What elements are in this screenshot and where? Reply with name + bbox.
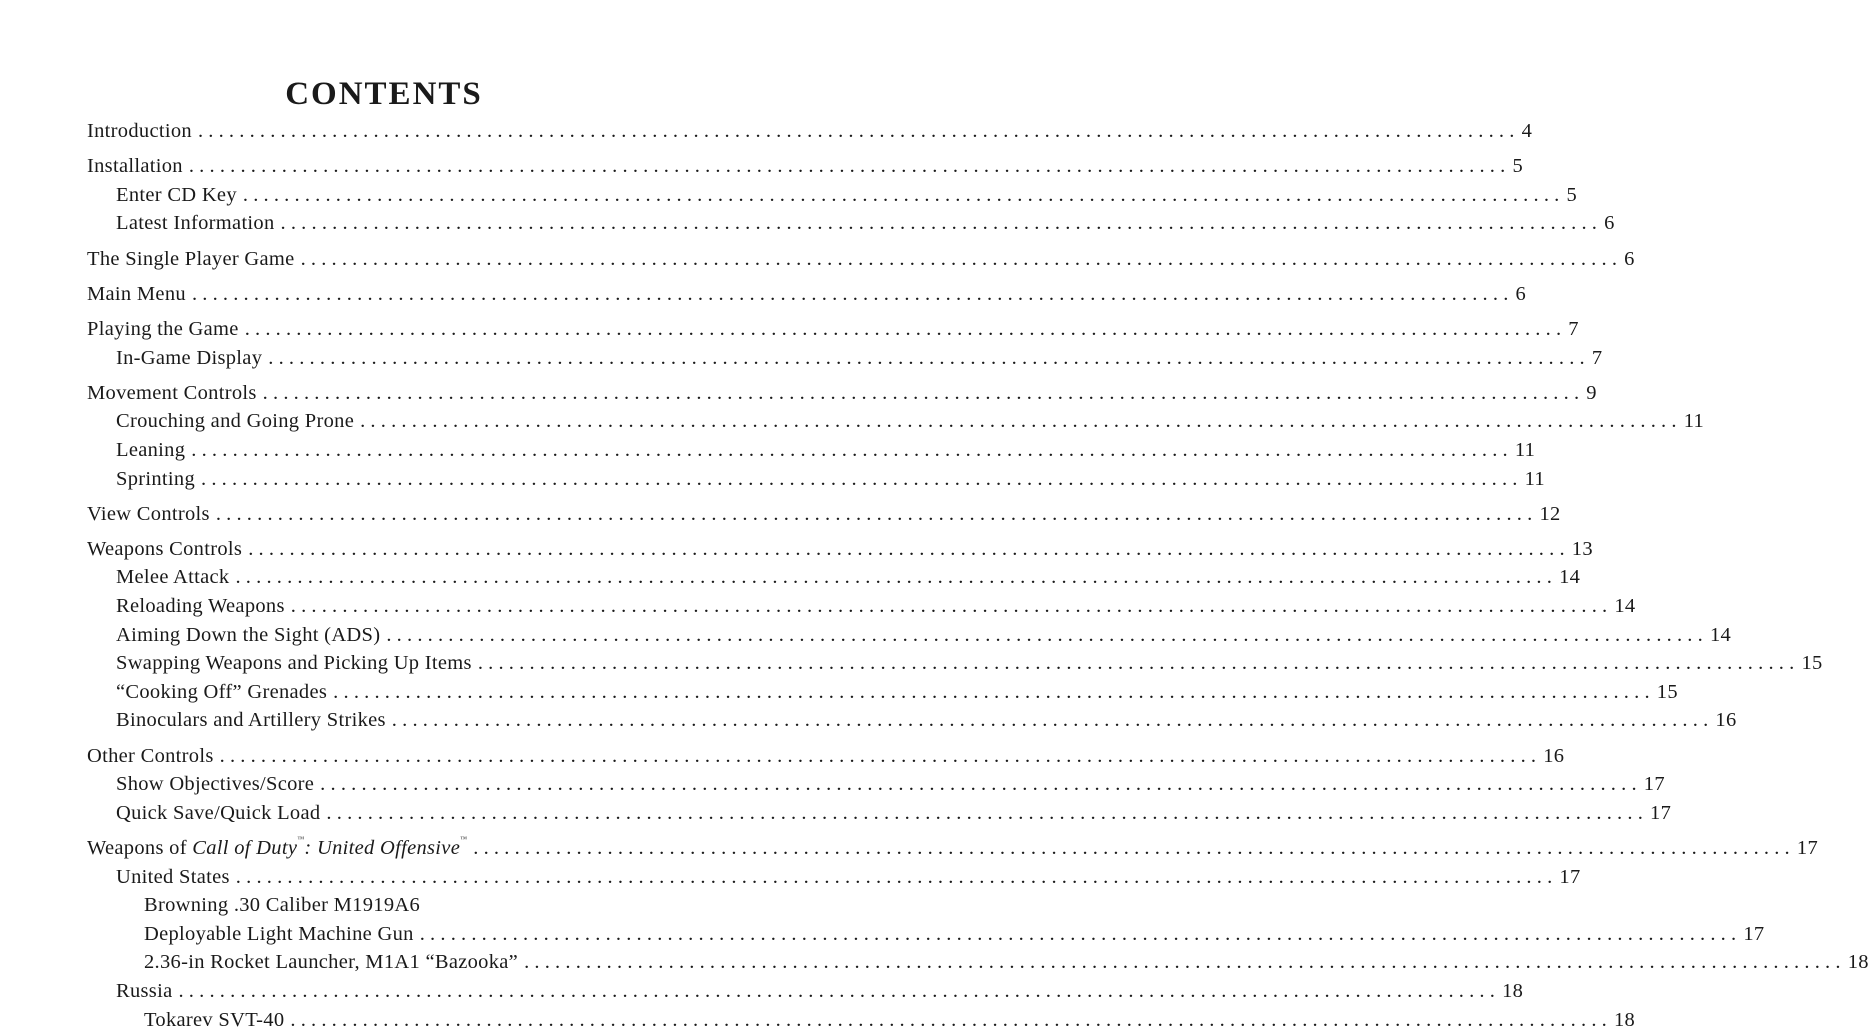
toc-entry <box>87 500 1561 529</box>
toc-label: View Controls <box>87 500 216 529</box>
toc-page-number: 13 <box>1571 537 1593 560</box>
toc-leader: ................................................................................................................................ <box>268 346 1590 369</box>
toc-leader: ................................................................................................................................ <box>320 773 1642 796</box>
toc-page-number: 15 <box>1801 652 1823 675</box>
toc-leader: ................................................................................................................................ <box>280 212 1603 235</box>
toc-label: Reloading Weapons <box>116 592 291 621</box>
toc-leader: ................................................................................................................................ <box>197 120 1520 142</box>
toc-entry <box>87 742 1565 771</box>
toc-label: Other Controls <box>87 742 220 771</box>
toc-label: Playing the Game <box>87 315 245 344</box>
toc-label: Browning .30 Caliber M1919A6 <box>144 891 426 920</box>
toc-page-number: 9 <box>1586 381 1597 404</box>
toc-page-number: 12 <box>1539 502 1561 525</box>
toc-label: Leaning <box>116 436 191 465</box>
toc-leader: ................................................................................................................................ <box>290 595 1613 618</box>
toc-page-number: 5 <box>1512 155 1524 178</box>
toc-entry <box>87 315 1579 344</box>
toc-entry <box>87 891 672 920</box>
toc-page-number: 6 <box>1624 247 1635 270</box>
toc-entry <box>87 621 1732 650</box>
toc-label: Sprinting <box>116 465 201 494</box>
trademark-mark-2: ™ <box>460 835 468 843</box>
toc-label: Introduction <box>87 117 198 146</box>
toc-entry <box>87 209 1615 238</box>
toc-page-number: 5 <box>1566 183 1578 206</box>
toc-page-number: 17 <box>1559 865 1581 888</box>
toc-label-italic-2: United Offensive <box>316 837 461 859</box>
toc-label: Quick Save/Quick Load <box>116 799 326 828</box>
toc-entry <box>87 465 1545 494</box>
toc-label: Melee Attack <box>116 563 235 592</box>
toc-entry <box>87 977 1524 1006</box>
toc-page-number: 11 <box>1683 410 1705 433</box>
toc-leader: ................................................................................................................................ <box>248 537 1570 560</box>
toc-leader: ................................................................................................................................ <box>360 410 1682 433</box>
toc-label: Movement Controls <box>87 379 263 408</box>
toc-leader: ................................................................................................................................ <box>215 502 1538 525</box>
toc-label <box>87 834 473 863</box>
toc-label: Latest Information <box>116 209 281 238</box>
toc-label: Crouching and Going Prone <box>116 407 360 436</box>
toc-leader: ................................................................................................................................ <box>419 922 1742 945</box>
toc-page-number: 11 <box>1514 438 1536 461</box>
toc-leader: ................................................................................................................................ <box>290 1008 1612 1031</box>
toc-entry <box>87 649 1823 678</box>
toc-label: 2.36-in Rocket Launcher, M1A1 “Bazooka” <box>144 948 524 977</box>
toc-entry <box>87 245 1635 274</box>
toc-leader: ................................................................................................................................ <box>188 155 1511 178</box>
toc-leader: ................................................................................................................................ <box>244 317 1567 340</box>
toc-page-number: 14 <box>1614 595 1636 618</box>
toc-page-number: 18 <box>1847 951 1869 974</box>
toc-entry <box>87 770 1665 799</box>
toc-label: Swapping Weapons and Picking Up Items <box>116 649 478 678</box>
toc-label: Main Menu <box>87 280 192 309</box>
toc-entry <box>87 1006 1636 1034</box>
toc-page-number: 7 <box>1591 346 1603 369</box>
toc-entry <box>87 592 1636 621</box>
toc-label: Russia <box>116 977 178 1006</box>
toc-label: Enter CD Key <box>116 181 243 210</box>
toc-leader: ................................................................................................................................ <box>219 744 1542 767</box>
page-title: CONTENTS <box>285 76 483 112</box>
toc-entry <box>87 948 1869 977</box>
toc-leader: ................................................................................................................................ <box>191 438 1513 461</box>
toc-entry <box>87 834 1818 863</box>
toc-entry <box>87 706 1737 735</box>
toc-entry <box>87 436 1536 465</box>
toc-entry <box>87 280 1527 309</box>
toc-entry <box>87 181 1578 210</box>
toc-entry <box>87 920 1765 949</box>
toc-label-text: Weapons of <box>87 837 193 859</box>
toc-leader: ................................................................................................................................ <box>524 951 1846 974</box>
toc-page-number: 17 <box>1796 837 1818 859</box>
toc-leader: ................................................................................................................................ <box>326 801 1649 824</box>
toc-entry <box>87 117 1533 146</box>
toc-leader: ................................................................................................................................ <box>300 247 1623 270</box>
toc-page-number: 16 <box>1715 709 1737 732</box>
toc-leader: ................................................................................................................................ <box>235 865 1558 888</box>
toc-entry <box>87 344 1603 373</box>
toc-label: “Cooking Off” Grenades <box>116 678 333 707</box>
toc-label: Installation <box>87 152 189 181</box>
toc-entry <box>87 379 1597 408</box>
toc-page-number: 16 <box>1543 744 1565 767</box>
toc-page-number: 17 <box>1643 773 1665 796</box>
toc-leader: ................................................................................................................................ <box>235 566 1558 589</box>
toc-leader: ................................................................................................................................ <box>333 680 1655 703</box>
toc-page-number: 17 <box>1743 922 1765 945</box>
toc-page-number: 18 <box>1502 979 1524 1002</box>
toc-label: Binoculars and Artillery Strikes <box>116 706 392 735</box>
toc-leader: ................................................................................................................................ <box>201 467 1523 490</box>
table-of-contents <box>87 117 1869 1034</box>
toc-leader: ................................................................................................................................ <box>477 652 1800 675</box>
toc-page-number: 17 <box>1650 801 1672 824</box>
toc-leader: ................................................................................................................................ <box>391 709 1714 732</box>
toc-label-italic: Call of Duty <box>192 837 298 859</box>
toc-label: Deployable Light Machine Gun <box>144 920 420 949</box>
toc-page-number: 4 <box>1521 120 1533 142</box>
toc-leader: ................................................................................................................................ <box>191 282 1514 305</box>
toc-entry <box>87 535 1593 564</box>
toc-entry <box>87 799 1672 828</box>
toc-entry <box>87 563 1581 592</box>
toc-leader: ................................................................................................................................ <box>178 979 1501 1002</box>
toc-entry <box>87 863 1581 892</box>
toc-page-number: 15 <box>1656 680 1678 703</box>
toc-leader: ................................................................................................................................ <box>386 623 1708 646</box>
toc-label: In-Game Display <box>116 344 268 373</box>
trademark-mark: ™ <box>297 835 305 843</box>
toc-entry <box>87 152 1524 181</box>
toc-page-number: 6 <box>1604 212 1615 235</box>
toc-page-number: 14 <box>1559 566 1581 589</box>
toc-page-number: 14 <box>1709 623 1732 646</box>
toc-label: Tokarev SVT-40 <box>144 1006 290 1034</box>
toc-page-number: 11 <box>1524 467 1545 490</box>
toc-label: Weapons Controls <box>87 535 248 564</box>
toc-entry <box>87 678 1678 707</box>
toc-label: United States <box>116 863 236 892</box>
toc-page-number: 7 <box>1568 317 1579 340</box>
toc-page-number: 6 <box>1515 282 1527 305</box>
toc-label: Show Objectives/Score <box>116 770 320 799</box>
toc-entry <box>87 407 1705 436</box>
toc-page-number: 18 <box>1613 1008 1636 1031</box>
toc-label: The Single Player Game <box>87 245 301 274</box>
toc-label: Aiming Down the Sight (ADS) <box>116 621 386 650</box>
toc-leader: ................................................................................................................................ <box>262 381 1585 404</box>
toc-leader: ................................................................................................................................ <box>473 837 1795 859</box>
toc-label-separator: : <box>304 837 317 859</box>
toc-leader: ................................................................................................................................ <box>242 183 1565 206</box>
